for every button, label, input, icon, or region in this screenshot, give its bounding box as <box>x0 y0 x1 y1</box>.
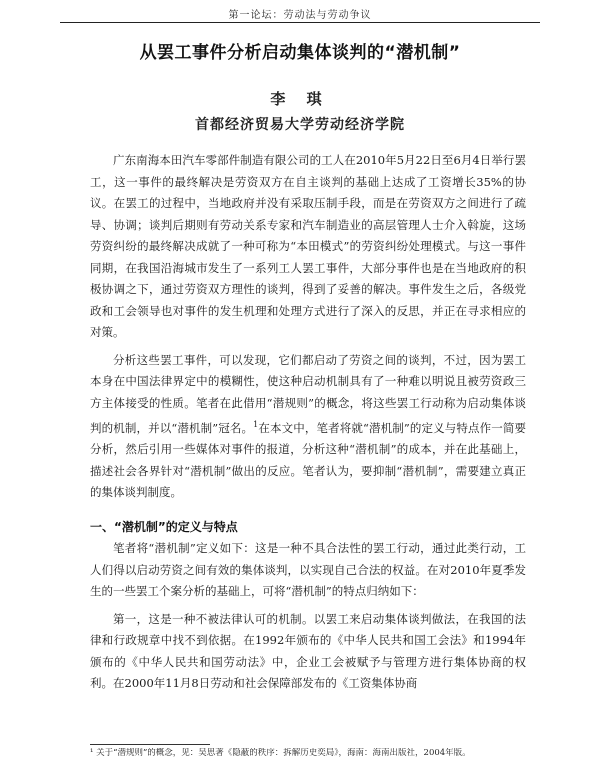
header-rule <box>60 22 540 23</box>
section-paragraph: 笔者将“潜机制”定义如下：这是一种不具合法性的罢工行动，通过此类行动，工人们得以启动劳资之间有效的集体谈判，以实现自己合法的权益。在对2010年夏季发生的一些罢工个案分析的基础上，可将“潜机制”的特点归纳如下： <box>90 541 526 598</box>
intro-paragraph <box>90 350 526 504</box>
section-paragraph: 第一，这是一种不被法律认可的机制。以罢工来启动集体谈判做法，在我国的法律和行政规章中找不到依据。在1992年颁布的《中华人民共和国工会法》和1994年颁布的《中华人民共和国劳动法》中，企业工会被赋予与管理方进行集体协商的权利。在2000年11月8日劳动和社会保障部发布的《工资集体协商 <box>90 611 526 690</box>
footnote-rule <box>90 744 210 745</box>
intro-paragraph-text: 分析这些罢工事件，可以发现，它们都启动了劳资之间的谈判，不过，因为罢工本身在中国法律界定中的模糊性，使这种启动机制具有了一种难以明说且被劳资政三方主体接受的性质。笔者在此借用“潜规则”的概念，将这些罢工行动称为启动集体谈判的机制，并以“潜机制”冠名。 <box>90 352 526 435</box>
section-body <box>90 538 526 701</box>
author-name: 李 琪 <box>270 90 330 108</box>
section-heading: 一、“潜机制”的定义与特点 <box>90 520 238 534</box>
intro-section <box>90 150 526 510</box>
running-head: 第一论坛：劳动法与劳动争议 <box>228 10 372 21</box>
footnote-marker: 1 <box>253 420 259 429</box>
paper-title: 从罢工事件分析启动集体谈判的“潜机制” <box>139 43 461 63</box>
footnote: ¹ 关于“潜规则”的概念，见：吴思著《隐蔽的秩序：拆解历史奕局》，海南：海南出版社，2004年版。 <box>90 748 471 758</box>
intro-paragraph-text: 在本文中，笔者将就“潜机制”的定义与特点作一简要分析，然后引用一些媒体对事件的报道，分析这种“潜机制”的成本，并在此基础上，描述社会各界针对“潜机制”做出的反应。笔者认为，要抑制“潜机制”，需要建立真正的集体谈判制度。 <box>90 420 526 500</box>
intro-paragraph: 广东南海本田汽车零部件制造有限公司的工人在2010年5月22日至6月4日举行罢工，这一事件的最终解决是劳资双方在自主谈判的基础上达成了工资增长35%的协议。在罢工的过程中，当地政府并没有采取压制手段，而是在劳资双方之间进行了疏导、协调；谈判后期则有劳动关系专家和汽车制造业的高层管理人士介入斡旋，这场劳资纠纷的最终解决成就了一种可称为“本田模式”的劳资纠纷处理模式。与这一事件同期，在我国沿海城市发生了一系列工人罢工事件，大部分事件也是在当地政府的积极协调之下，通过劳资双方理性的谈判，得到了妥善的解决。事件发生之后，各级党政和工会领导也对事件的发生机理和处理方式进行了深入的反思，并正在寻求相应的对策。 <box>90 153 526 339</box>
author-affiliation: 首都经济贸易大学劳动经济学院 <box>195 117 405 133</box>
